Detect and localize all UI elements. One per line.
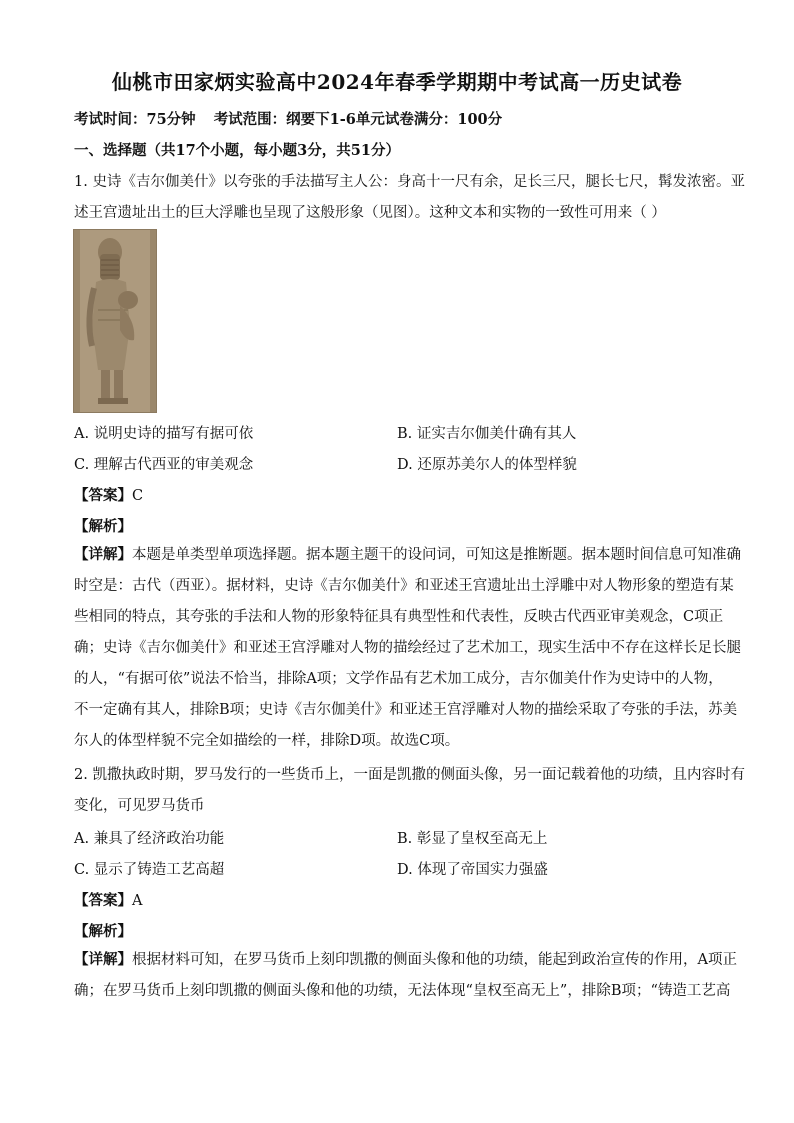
- assyrian-relief-image: [73, 229, 157, 413]
- section-heading: 一、选择题（共17个小题，每小题3分，共51分）: [74, 142, 400, 159]
- q1-stem: [74, 167, 745, 229]
- q1-detail-line: 的人，“有据可依”说法不恰当，排除A项；文学作品有艺术加工成分，吉尔伽美什作为史诗中的人物，: [74, 671, 723, 687]
- q2-options-row-1: [74, 827, 722, 847]
- q1-detail: [74, 539, 741, 757]
- q1-option-a[interactable]: A. 说明史诗的描写有据可依: [74, 426, 254, 442]
- q1-option-b[interactable]: B. 证实吉尔伽美什确有其人: [397, 426, 577, 442]
- q2-stem-line: 2. 凯撒执政时期，罗马发行的一些货币上，一面是凯撒的侧面头像，另一面记载着他的功绩，且内容时有: [74, 767, 745, 783]
- q1-option-d[interactable]: D. 还原苏美尔人的体型样貌: [397, 457, 577, 473]
- q2-stem-line: 变化，可见罗马货币: [74, 798, 205, 814]
- q1-detail-line: 确；史诗《吉尔伽美什》和亚述王宫浮雕对人物的描绘经过了艺术加工，现实生活中不存在这样长足长腿: [74, 640, 741, 656]
- exam-scope: 考试范围：纲要下1-6单元试卷满分：100分: [213, 111, 503, 128]
- q1-analysis-label: 【解析】: [74, 518, 132, 535]
- q2-answer: [74, 889, 142, 910]
- answer-label: 【答案】: [74, 487, 132, 504]
- detail-label: 【详解】: [74, 951, 132, 968]
- detail-label: 【详解】: [74, 546, 132, 563]
- q2-option-a[interactable]: A. 兼具了经济政治功能: [74, 831, 225, 847]
- q2-options-row-2: [74, 858, 722, 878]
- q2-detail-line: 确；在罗马货币上刻印凯撒的侧面头像和他的功绩，无法体现“皇权至高无上”，排除B项；“铸造工艺高: [74, 983, 731, 999]
- relief-figure-drawing: [74, 230, 156, 412]
- exam-info: [74, 108, 502, 129]
- answer-label: 【答案】: [74, 892, 132, 909]
- q2-detail: [74, 944, 737, 1007]
- q1-detail-line: 些相同的特点，其夸张的手法和人物的形象特征具有典型性和代表性，反映古代西亚审美观念，C项正: [74, 609, 724, 625]
- q2-stem: [74, 760, 745, 822]
- q1-detail-line: 不一定确有其人，排除B项；史诗《吉尔伽美什》和亚述王宫浮雕对人物的描绘采取了夸张的手法，苏美: [74, 702, 738, 718]
- q2-option-d[interactable]: D. 体现了帝国实力强盛: [397, 862, 548, 878]
- exam-title: 仙桃市田家炳实验高中2024年春季学期期中考试高一历史试卷: [111, 70, 683, 94]
- q1-option-c[interactable]: C. 理解古代西亚的审美观念: [74, 457, 254, 473]
- q1-detail-line-0: 【详解】本题是单类型单项选择题。据本题主题干的设问词，可知这是推断题。据本题时间信息可知准确: [74, 546, 741, 563]
- q2-analysis-label: 【解析】: [74, 923, 132, 940]
- answer-value: C: [132, 488, 144, 504]
- q1-detail-line: 尔人的体型样貌不完全如描绘的一样，排除D项。故选C项。: [74, 733, 460, 749]
- q1-stem-line: 1. 史诗《吉尔伽美什》以夸张的手法描写主人公：身高十一尺有余，足长三尺，腿长七尺，髯发浓密。亚: [74, 174, 745, 190]
- answer-value: A: [132, 893, 143, 909]
- q1-options-row-2: [74, 453, 722, 473]
- q2-option-c[interactable]: C. 显示了铸造工艺高超: [74, 862, 225, 878]
- q1-detail-line: 时空是：古代（西亚）。据材料，史诗《吉尔伽美什》和亚述王宫遗址出土浮雕中对人物形象的塑造有某: [74, 578, 734, 594]
- q1-stem-line: 述王宫遗址出土的巨大浮雕也呈现了这般形象（见图）。这种文本和实物的一致性可用来（ ）: [74, 205, 666, 221]
- q1-answer: [74, 484, 143, 505]
- q1-options-row-1: [74, 422, 722, 442]
- q2-detail-line-0: 【详解】根据材料可知，在罗马货币上刻印凯撒的侧面头像和他的功绩，能起到政治宣传的作用，A项正: [74, 951, 737, 968]
- exam-time: 考试时间：75分钟: [74, 111, 196, 128]
- q2-option-b[interactable]: B. 彰显了皇权至高无上: [397, 831, 548, 847]
